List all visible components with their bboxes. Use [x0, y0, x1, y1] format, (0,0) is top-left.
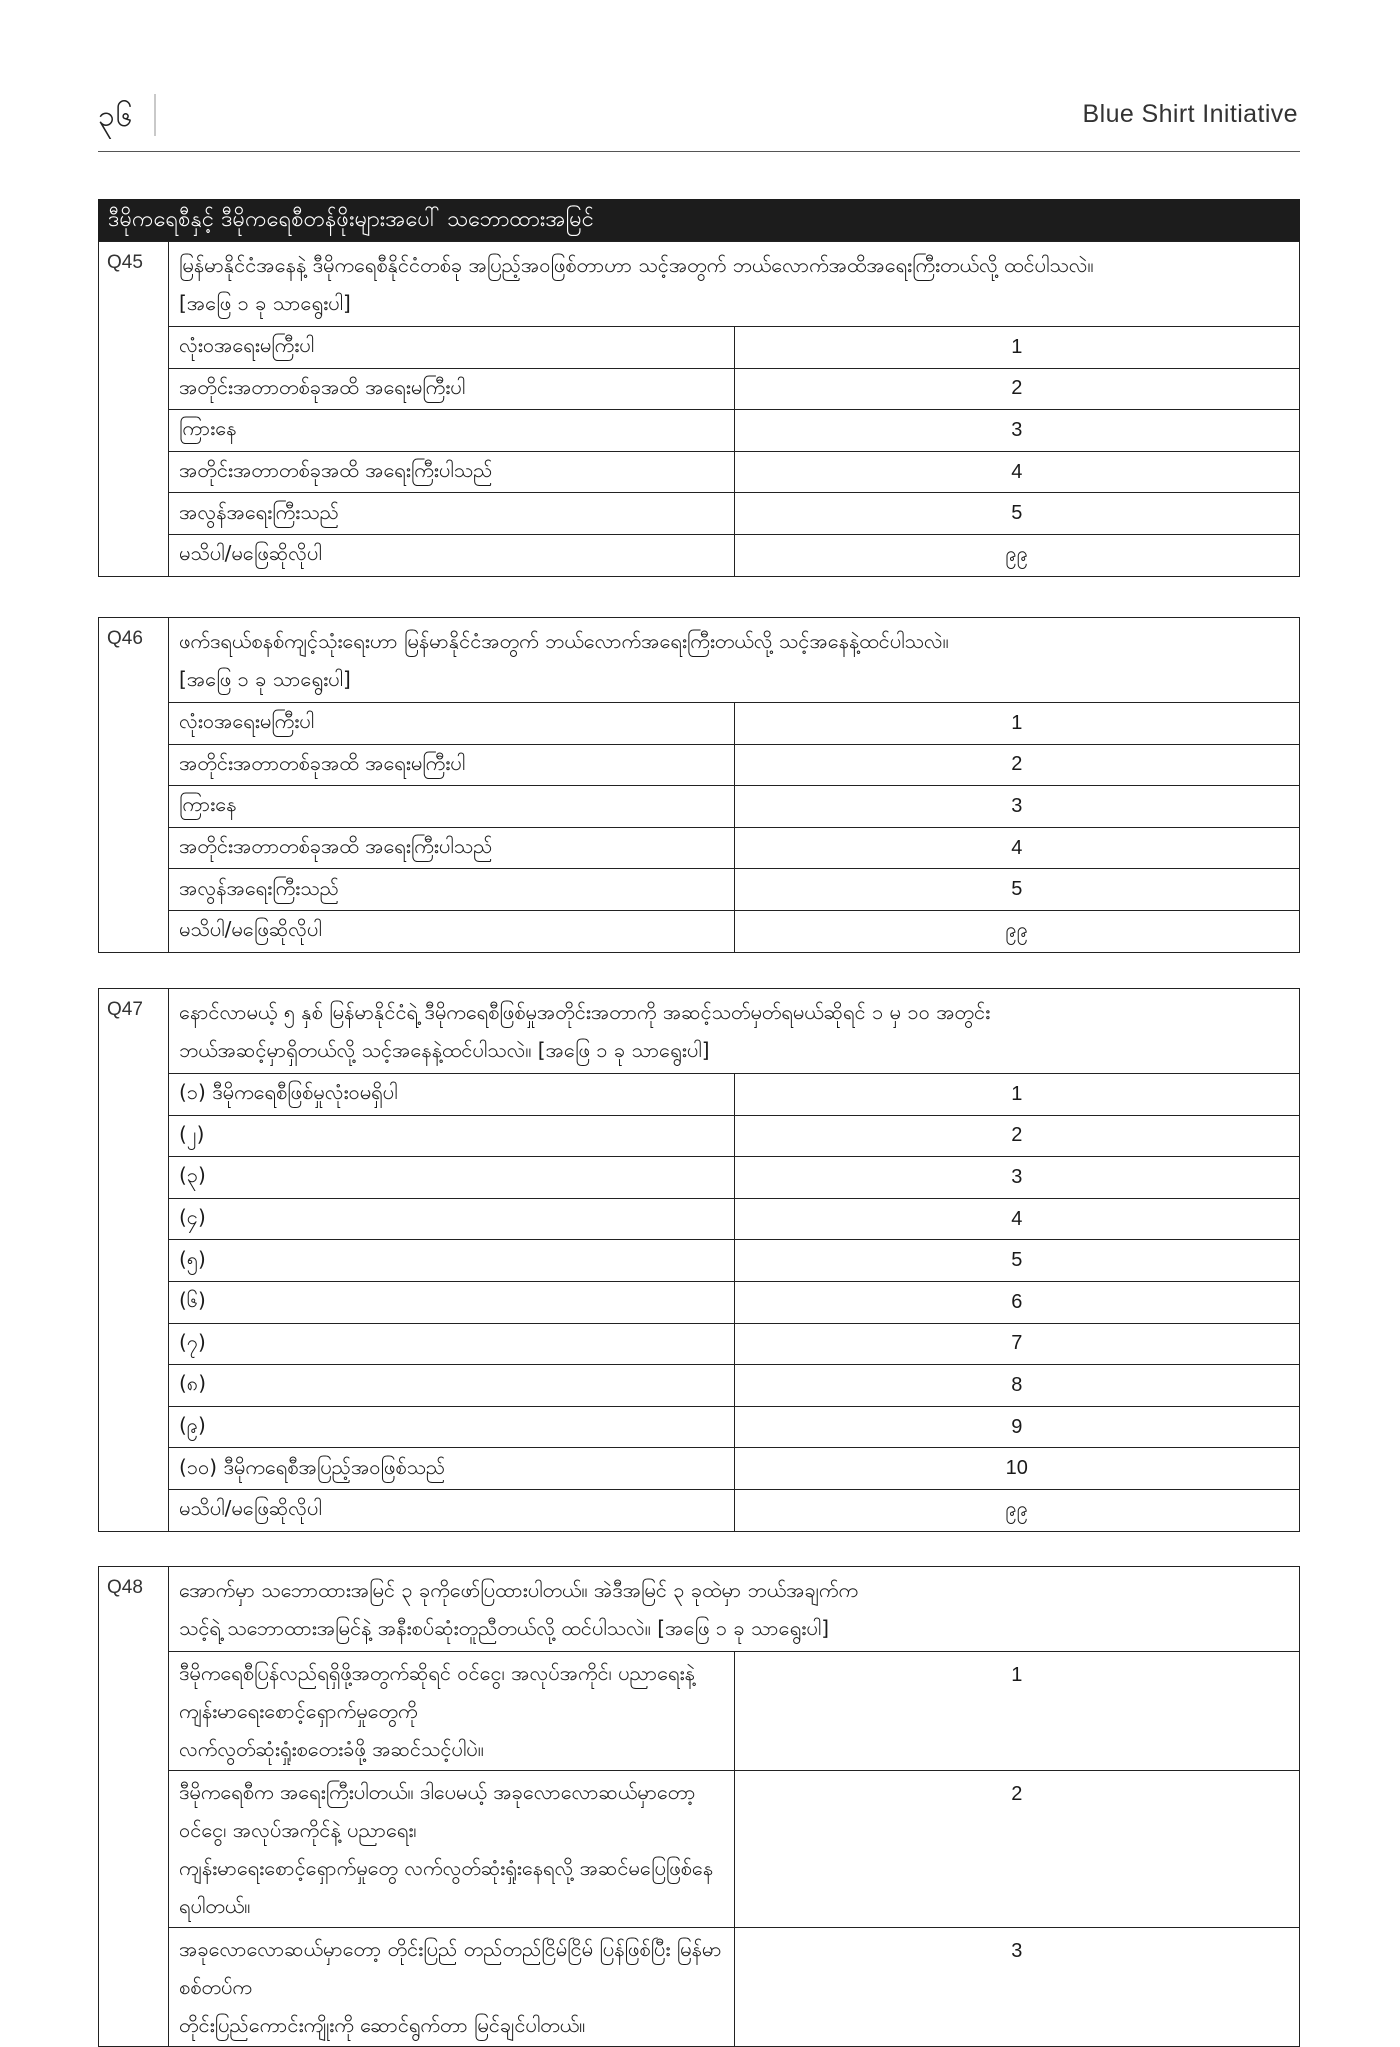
option-label: (၈) — [169, 1365, 735, 1407]
option-row[interactable] — [99, 1323, 1300, 1365]
option-code: ၉၉ — [734, 1489, 1300, 1531]
option-row[interactable] — [99, 1240, 1300, 1282]
option-code: ၉၉ — [734, 534, 1300, 576]
option-row[interactable] — [99, 327, 1300, 369]
option-label: (၄) — [169, 1198, 735, 1240]
option-row[interactable] — [99, 1115, 1300, 1157]
question-text-line: ဖက်ဒရယ်စနစ်ကျင့်သုံးရေးဟာ မြန်မာနိုင်ငံအတွက် ဘယ်လောက်အရေးကြီးတယ်လို့ သင့်အနေနဲ့ထင်ပါသလဲ။ — [179, 629, 949, 653]
question-number: Q46 — [99, 618, 169, 953]
option-code: 3 — [734, 1928, 1300, 2047]
option-code: 1 — [734, 327, 1300, 369]
option-label: မသိပါ/မဖြေဆိုလိုပါ — [169, 910, 735, 952]
option-label-line: ဒီမိုကရေစီပြန်လည်ရရှိဖို့အတွက်ဆိုရင် ဝင်ငွေ၊ အလုပ်အကိုင်၊ ပညာရေးနဲ့ ကျန်းမာရေးစောင့်ရှောက်မှုတွေကို — [179, 1661, 695, 1723]
option-row[interactable] — [99, 410, 1300, 452]
option-row[interactable] — [99, 1157, 1300, 1199]
option-row[interactable] — [99, 1365, 1300, 1407]
question-table-q47 — [98, 988, 1300, 1532]
question-number: Q45 — [99, 242, 169, 577]
page-number: ၃၆ — [98, 99, 134, 134]
question-instruction: [အဖြေ ၁ ခု သာရွေးပါ] — [179, 667, 351, 691]
option-label: မသိပါ/မဖြေဆိုလိုပါ — [169, 1489, 735, 1531]
question-text — [169, 618, 1300, 703]
question-row — [99, 618, 1300, 703]
question-number: Q47 — [99, 989, 169, 1532]
option-row[interactable] — [99, 1074, 1300, 1116]
option-code: 9 — [734, 1406, 1300, 1448]
option-label-line: အခုလောလောဆယ်မှာတော့ တိုင်းပြည် တည်တည်ငြိမ်ငြိမ် ပြန်ဖြစ်ပြီး မြန်မာစစ်တပ်က — [179, 1937, 722, 1999]
section-heading: ဒီမိုကရေစီနှင့် ဒီမိုကရေစီတန်ဖိုးများအပေါ် သဘောထားအမြင် — [98, 199, 1300, 241]
option-row[interactable] — [99, 1198, 1300, 1240]
header-divider — [154, 94, 156, 136]
question-number: Q48 — [99, 1567, 169, 2047]
option-code: ၉၉ — [734, 910, 1300, 952]
publication-title: Blue Shirt Initiative — [1082, 100, 1298, 128]
option-label-line: လက်လွတ်ဆုံးရှုံးစတေးခံဖို့ အဆင်သင့်ပါပဲ။ — [179, 1737, 484, 1761]
option-label: အတိုင်းအတာတစ်ခုအထိ အရေးကြီးပါသည် — [169, 827, 735, 869]
option-label: ကြားနေ — [169, 786, 735, 828]
option-row[interactable] — [99, 1928, 1300, 2047]
option-row[interactable] — [99, 451, 1300, 493]
option-row[interactable] — [99, 368, 1300, 410]
option-label — [169, 1771, 735, 1928]
option-code: 7 — [734, 1323, 1300, 1365]
question-instruction: [အဖြေ ၁ ခု သာရွေးပါ] — [179, 291, 351, 315]
option-code: 2 — [734, 1115, 1300, 1157]
option-label: မသိပါ/မဖြေဆိုလိုပါ — [169, 534, 735, 576]
option-code: 3 — [734, 410, 1300, 452]
option-label: (၁၀) ဒီမိုကရေစီအပြည့်အဝဖြစ်သည် — [169, 1448, 735, 1490]
option-code: 1 — [734, 703, 1300, 745]
option-row[interactable] — [99, 827, 1300, 869]
option-label-line: တိုင်းပြည်ကောင်းကျိုးကို ဆောင်ရွက်တာ မြင်ချင်ပါတယ်။ — [179, 2013, 586, 2037]
question-row — [99, 1567, 1300, 1652]
question-text — [169, 242, 1300, 327]
question-row — [99, 242, 1300, 327]
option-label: အတိုင်းအတာတစ်ခုအထိ အရေးကြီးပါသည် — [169, 451, 735, 493]
option-code: 4 — [734, 1198, 1300, 1240]
option-row[interactable] — [99, 1448, 1300, 1490]
option-row[interactable] — [99, 910, 1300, 952]
option-row[interactable] — [99, 493, 1300, 535]
option-code: 4 — [734, 827, 1300, 869]
question-text — [169, 1567, 1300, 1652]
option-code: 10 — [734, 1448, 1300, 1490]
option-code: 5 — [734, 1240, 1300, 1282]
option-label: အလွန်အရေးကြီးသည် — [169, 493, 735, 535]
option-code: 4 — [734, 451, 1300, 493]
question-text-line: အောက်မှာ သဘောထားအမြင် ၃ ခုကိုဖော်ပြထားပါတယ်။ အဲဒီအမြင် ၃ ခုထဲမှာ ဘယ်အချက်က — [179, 1578, 859, 1602]
question-text-line: နောင်လာမယ့် ၅ နှစ် မြန်မာနိုင်ငံရဲ့ ဒီမိုကရေစီဖြစ်မှုအတိုင်းအတာကို အဆင့်သတ်မှတ်ရမယ်ဆိုရင် ၁ မှ ၁၀ အတွင်း — [179, 1000, 991, 1024]
option-label: အလွန်အရေးကြီးသည် — [169, 869, 735, 911]
header-rule — [98, 151, 1300, 152]
option-code: 1 — [734, 1652, 1300, 1771]
option-label: အတိုင်းအတာတစ်ခုအထိ အရေးမကြီးပါ — [169, 368, 735, 410]
question-table-q48 — [98, 1566, 1300, 2047]
option-code: 2 — [734, 744, 1300, 786]
option-code: 8 — [734, 1365, 1300, 1407]
option-code: 2 — [734, 368, 1300, 410]
option-code: 1 — [734, 1074, 1300, 1116]
option-label: လုံးဝအရေးမကြီးပါ — [169, 327, 735, 369]
option-row[interactable] — [99, 869, 1300, 911]
option-label-line: ကျန်းမာရေးစောင့်ရှောက်မှုတွေ လက်လွတ်ဆုံးရှုံးနေရလို့ အဆင်မပြေဖြစ်နေရပါတယ်။ — [179, 1856, 714, 1918]
option-row[interactable] — [99, 786, 1300, 828]
option-row[interactable] — [99, 744, 1300, 786]
question-text — [169, 989, 1300, 1074]
option-row[interactable] — [99, 1406, 1300, 1448]
option-label: (၆) — [169, 1281, 735, 1323]
question-table-q46 — [98, 617, 1300, 953]
option-label: လုံးဝအရေးမကြီးပါ — [169, 703, 735, 745]
option-row[interactable] — [99, 703, 1300, 745]
option-code: 5 — [734, 869, 1300, 911]
question-table-q45 — [98, 241, 1300, 577]
question-text-line: မြန်မာနိုင်ငံအနေနဲ့ ဒီမိုကရေစီနိုင်ငံတစ်ခု အပြည့်အဝဖြစ်တာဟာ သင့်အတွက် ဘယ်လောက်အထိအရေးကြီးတယ်လို့ ထင်ပါသလဲ။ — [179, 253, 1094, 277]
option-row[interactable] — [99, 1652, 1300, 1771]
option-code: 3 — [734, 786, 1300, 828]
option-label: (၅) — [169, 1240, 735, 1282]
option-label — [169, 1652, 735, 1771]
option-label: (၇) — [169, 1323, 735, 1365]
option-row[interactable] — [99, 1489, 1300, 1531]
option-code: 6 — [734, 1281, 1300, 1323]
question-instruction: သင့်ရဲ့ သဘောထားအမြင်နဲ့ အနီးစပ်ဆုံးတူညီတယ်လို့ ထင်ပါသလဲ။ [အဖြေ ၁ ခု သာရွေးပါ] — [179, 1616, 830, 1640]
option-label — [169, 1928, 735, 2047]
option-code: 5 — [734, 493, 1300, 535]
option-label: (၃) — [169, 1157, 735, 1199]
option-label: အတိုင်းအတာတစ်ခုအထိ အရေးမကြီးပါ — [169, 744, 735, 786]
option-label: (၂) — [169, 1115, 735, 1157]
option-label: (၁) ဒီမိုကရေစီဖြစ်မှုလုံးဝမရှိပါ — [169, 1074, 735, 1116]
question-instruction: ဘယ်အဆင့်မှာရှိတယ်လို့ သင့်အနေနဲ့ထင်ပါသလဲ။ [အဖြေ ၁ ခု သာရွေးပါ] — [179, 1038, 710, 1062]
option-label-line: ဒီမိုကရေစီက အရေးကြီးပါတယ်။ ဒါပေမယ့် အခုလောလောဆယ်မှာတော့ ဝင်ငွေ၊ အလုပ်အကိုင်နဲ့ ပညာရေး၊ — [179, 1780, 696, 1842]
option-label: ကြားနေ — [169, 410, 735, 452]
option-label: (၉) — [169, 1406, 735, 1448]
question-row — [99, 989, 1300, 1074]
option-row[interactable] — [99, 1281, 1300, 1323]
option-row[interactable] — [99, 1771, 1300, 1928]
option-code: 3 — [734, 1157, 1300, 1199]
option-code: 2 — [734, 1771, 1300, 1928]
option-row[interactable] — [99, 534, 1300, 576]
